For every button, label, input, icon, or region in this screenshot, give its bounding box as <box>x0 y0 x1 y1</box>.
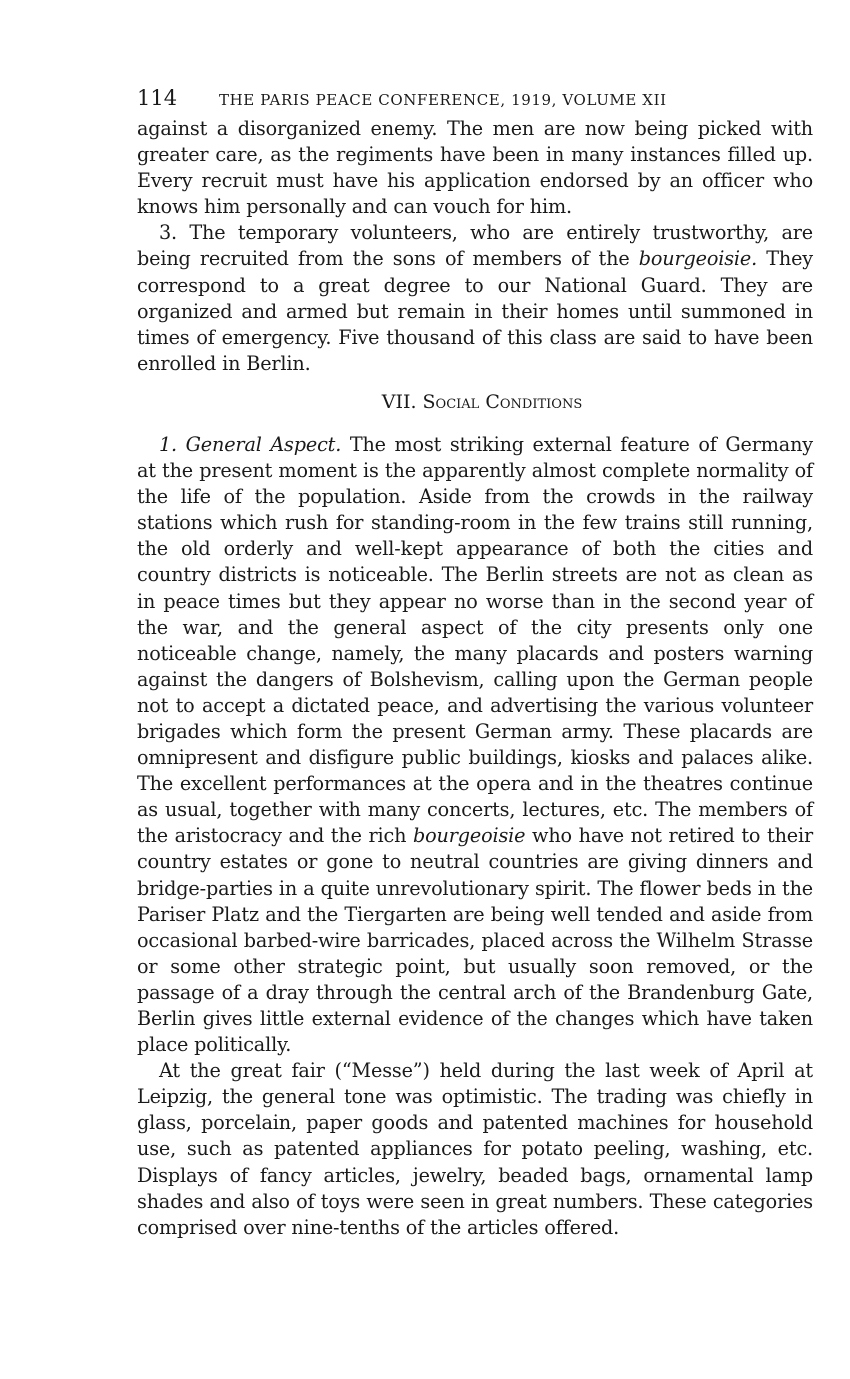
section-title: Social Conditions <box>422 390 583 413</box>
paragraph-general-aspect <box>137 432 813 1058</box>
subsection-lead: 1. General Aspect. <box>159 432 342 456</box>
italic-term: bourgeoisie <box>412 824 526 848</box>
paragraph-text: They correspond to a great degree to our National Guard. They are organized and armed but remain in their homes until summoned in times of emergency. Five thousand of this class are said to have been enrolled in Berlin. <box>137 247 814 375</box>
running-head-title: THE PARIS PEACE CONFERENCE, 1919, VOLUME XII <box>219 91 667 109</box>
paragraph-text: who have not retired to their country estates or gone to neutral countries are giving dinners and bridge-parties in a quite unrevolutionary spirit. The flower beds in the Pariser Platz and the Tiergarten are being well tended and aside from occasional barbed-wire barricades, placed across the Wilhelm Strasse or some other strategic point, but usually soon removed, or the passage of a dray through the central arch of the Brandenburg Gate, Berlin gives little external evidence of the changes which have taken place politically. <box>137 824 813 1057</box>
italic-term: bourgeoisie. <box>638 247 758 271</box>
page-number: 114 <box>137 86 178 110</box>
section-numeral: VII. <box>381 390 417 413</box>
document-page <box>137 86 813 1241</box>
paragraph-temporary-volunteers <box>137 220 813 377</box>
paragraph-leipzig-fair: At the great fair (“Messe”) held during the last week of April at Leipzig, the general tone was optimistic. The trading was chiefly in glass, porcelain, paper goods and patented machines for household use, such as patented appliances for potato peeling, washing, etc. Displays of fancy articles, jewelry, beaded bags, ornamental lamp shades and also of toys were seen in great numbers. These categories comprised over nine-tenths of the articles offered. <box>137 1059 813 1239</box>
paragraph-text: The most striking external feature of Germany at the present moment is the apparently almost complete normality of the life of the population. Aside from the crowds in the railway stations which rush for standing-room in the few trains still running, the old orderly and well-kept appearance of both the cities and country districts is noticeable. The Berlin streets are not as clean as in peace times but they appear no worse than in the second year of the war, and the general aspect of the city presents only one noticeable change, namely, the many placards and posters warning against the dangers of Bolshevism, calling upon the German people not to accept a dictated peace, and advertising the various volunteer brigades which form the present German army. These placards are omnipresent and disfigure public buildings, kiosks and palaces alike. The excellent performances at the opera and in the theatres continue as usual, together with many concerts, lectures, etc. The members of the aristocracy and the rich <box>137 432 813 848</box>
section-heading <box>137 389 813 415</box>
paragraph-continuation: against a disorganized enemy. The men are now being picked with greater care, as the regiments have been in many instances filled up. Every recruit must have his application endorsed by an officer who knows him personally and can vouch for him. <box>137 117 813 219</box>
paragraph-text: 3. The temporary volunteers, who are entirely trustworthy, are being recruited from the sons of members of the <box>137 221 813 271</box>
running-head <box>137 86 813 116</box>
